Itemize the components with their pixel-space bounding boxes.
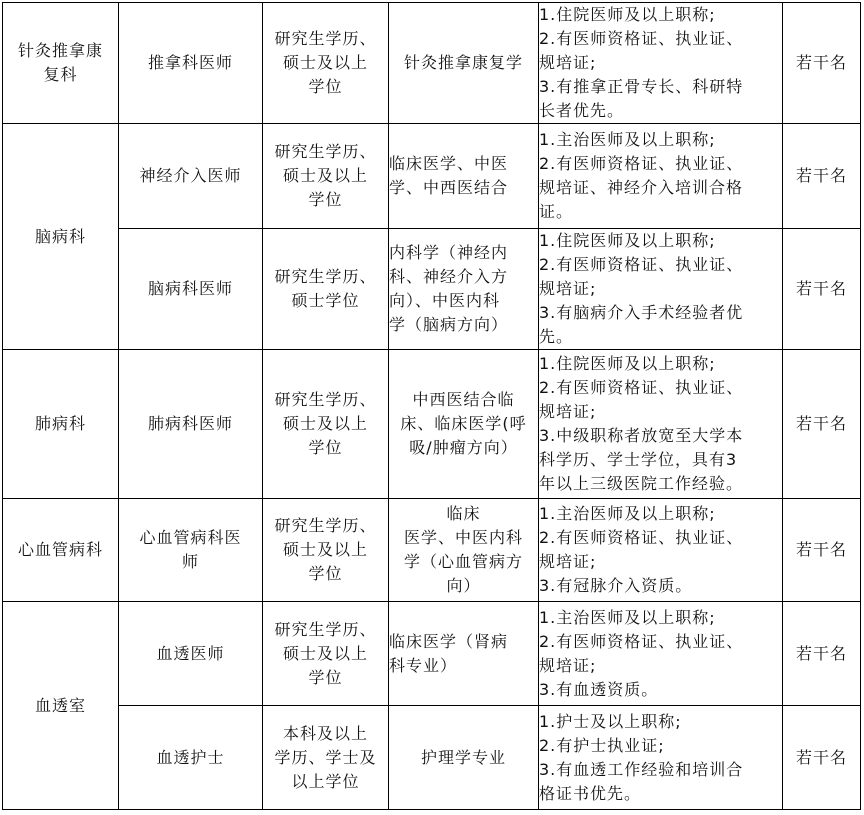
education-cell [263, 706, 389, 810]
requirement-line: 2.有医师资格证、执业证、 [539, 378, 744, 397]
requirement-line: 年以上三级医院工作经验。 [539, 474, 744, 493]
major-cell [389, 229, 539, 350]
requirements-cell [539, 124, 783, 229]
position-cell [119, 350, 263, 499]
major-line: 学（心血管病方 [403, 552, 523, 571]
requirement-line: 2.有医师资格证、执业证、 [539, 528, 744, 547]
count-cell [783, 602, 861, 706]
requirement-line: 规培证、神经介入培训合格 [539, 178, 744, 197]
requirement-line: 2.有医师资格证、执业证、 [539, 154, 744, 173]
count-cell [783, 350, 861, 499]
education-cell [263, 3, 389, 124]
major-line: 科专业） [389, 655, 458, 675]
department-cell [3, 3, 119, 124]
major-cell [389, 124, 539, 229]
education-line: 学位 [308, 77, 343, 96]
requirement-line: 规培证; [539, 402, 597, 421]
department-label: 心血管病科 [17, 540, 103, 559]
position-cell [119, 706, 263, 810]
requirement-line: 先。 [539, 327, 574, 346]
education-cell [263, 499, 389, 602]
requirement-line: 规培证; [539, 552, 597, 571]
education-line: 研究生学历、 [274, 29, 377, 48]
major-line: 床、临床医学(呼 [400, 414, 527, 433]
count-label: 若干名 [795, 279, 847, 298]
table-row [3, 124, 861, 229]
requirement-line: 2.有护士执业证; [539, 735, 665, 755]
table-row [3, 602, 861, 706]
table-row [3, 3, 861, 124]
requirement-line: 规培证; [539, 279, 597, 298]
count-cell [783, 229, 861, 350]
major-line: 临床医学、中医 [389, 154, 509, 173]
education-line: 研究生学历、 [274, 619, 377, 639]
requirement-line: 1.住院医师及以上职称; [539, 5, 716, 24]
position-cell [119, 602, 263, 706]
education-cell [263, 350, 389, 499]
position-cell [119, 124, 263, 229]
major-line: 医学、中医内科 [403, 528, 523, 547]
department-cell [3, 350, 119, 499]
count-cell [783, 124, 861, 229]
education-cell [263, 124, 389, 229]
requirement-line: 2.有医师资格证、执业证、 [539, 631, 744, 651]
major-cell [389, 350, 539, 499]
education-line: 学历、学士及 [274, 747, 377, 767]
count-label: 若干名 [795, 643, 847, 663]
requirements-cell [539, 706, 783, 810]
count-label: 若干名 [795, 166, 847, 185]
requirement-line: 3.有脑病介入手术经验者优 [539, 303, 744, 322]
major-line: 科、神经介入方 [389, 267, 509, 286]
count-cell [783, 706, 861, 810]
requirement-line: 1.住院医师及以上职称; [539, 354, 716, 373]
requirement-line: 1.住院医师及以上职称; [539, 231, 716, 250]
major-line: 向）、中医内科 [389, 291, 501, 310]
department-label: 针灸推拿康 [17, 41, 103, 60]
requirement-line: 证。 [539, 202, 574, 221]
position-label: 师 [181, 552, 199, 571]
requirement-line: 科学历、学士学位，具有3 [539, 450, 738, 469]
education-line: 硕士学位 [291, 291, 360, 310]
major-line: 学（脑病方向） [389, 315, 509, 334]
education-line: 研究生学历、 [274, 267, 377, 286]
table-row [3, 229, 861, 350]
education-line: 硕士及以上 [282, 414, 368, 433]
requirement-line: 3.中级职称者放宽至大学本 [539, 426, 744, 445]
position-cell [119, 499, 263, 602]
requirement-line: 规培证; [539, 655, 597, 675]
position-label: 血透护士 [156, 747, 225, 767]
education-line: 研究生学历、 [274, 142, 377, 161]
education-cell [263, 602, 389, 706]
education-line: 硕士及以上 [282, 643, 368, 663]
position-label: 脑病科医师 [147, 279, 233, 298]
requirement-line: 1.主治医师及以上职称; [539, 607, 716, 627]
major-line: 针灸推拿康复学 [403, 53, 523, 72]
requirement-line: 2.有医师资格证、执业证、 [539, 29, 744, 48]
education-line: 硕士及以上 [282, 166, 368, 185]
position-cell [119, 3, 263, 124]
requirement-line: 3.有血透工作经验和培训合 [539, 759, 744, 779]
table-row [3, 706, 861, 810]
department-label: 脑病科 [34, 226, 86, 246]
requirement-line: 格证书优先。 [539, 783, 642, 803]
requirement-line: 1.护士及以上职称; [539, 711, 682, 731]
education-cell [263, 229, 389, 350]
position-label: 推拿科医师 [147, 53, 233, 72]
department-cell [3, 124, 119, 350]
education-line: 以上学位 [291, 771, 360, 791]
department-cell [3, 602, 119, 810]
department-cell [3, 499, 119, 602]
requirement-line: 3.有血透资质。 [539, 679, 659, 699]
requirements-cell [539, 499, 783, 602]
table-row [3, 350, 861, 499]
education-line: 本科及以上 [282, 723, 368, 743]
department-label: 肺病科 [34, 414, 86, 433]
major-line: 护理学专业 [420, 747, 506, 767]
count-label: 若干名 [795, 53, 847, 72]
education-line: 学位 [308, 438, 343, 457]
position-cell [119, 229, 263, 350]
education-line: 硕士及以上 [282, 540, 368, 559]
count-label: 若干名 [795, 747, 847, 767]
requirement-line: 2.有医师资格证、执业证、 [539, 255, 744, 274]
position-label: 肺病科医师 [147, 414, 233, 433]
requirement-line: 1.主治医师及以上职称; [539, 130, 716, 149]
requirement-line: 1.主治医师及以上职称; [539, 504, 716, 523]
requirement-line: 3.有推拿正骨专长、科研特 [539, 77, 744, 96]
major-cell [389, 602, 539, 706]
major-line: 中西医结合临 [412, 390, 515, 409]
department-label: 血透室 [34, 695, 86, 715]
major-line: 向） [446, 576, 481, 595]
major-line: 临床医学（肾病 [389, 631, 509, 651]
education-line: 学位 [308, 190, 343, 209]
major-line: 临床 [446, 504, 481, 523]
count-label: 若干名 [795, 540, 847, 559]
position-label: 神经介入医师 [139, 166, 242, 185]
requirement-line: 规培证; [539, 53, 597, 72]
count-cell [783, 3, 861, 124]
requirements-cell [539, 602, 783, 706]
requirement-line: 长者优先。 [539, 101, 625, 120]
education-line: 学位 [308, 667, 343, 687]
education-line: 研究生学历、 [274, 390, 377, 409]
recruitment-table [2, 2, 861, 810]
education-line: 研究生学历、 [274, 516, 377, 535]
requirements-cell [539, 229, 783, 350]
major-line: 学、中西医结合 [389, 178, 509, 197]
requirements-cell [539, 3, 783, 124]
major-cell [389, 3, 539, 124]
major-cell [389, 499, 539, 602]
table-row [3, 499, 861, 602]
count-label: 若干名 [795, 414, 847, 433]
major-cell [389, 706, 539, 810]
major-line: 吸/肿瘤方向） [409, 438, 518, 457]
education-line: 学位 [308, 564, 343, 583]
position-label: 心血管病科医 [139, 528, 242, 547]
count-cell [783, 499, 861, 602]
education-line: 硕士及以上 [282, 53, 368, 72]
major-line: 内科学（神经内 [389, 243, 509, 262]
requirement-line: 3.有冠脉介入资质。 [539, 576, 693, 595]
position-label: 血透医师 [156, 643, 225, 663]
department-label: 复科 [43, 65, 78, 84]
requirements-cell [539, 350, 783, 499]
